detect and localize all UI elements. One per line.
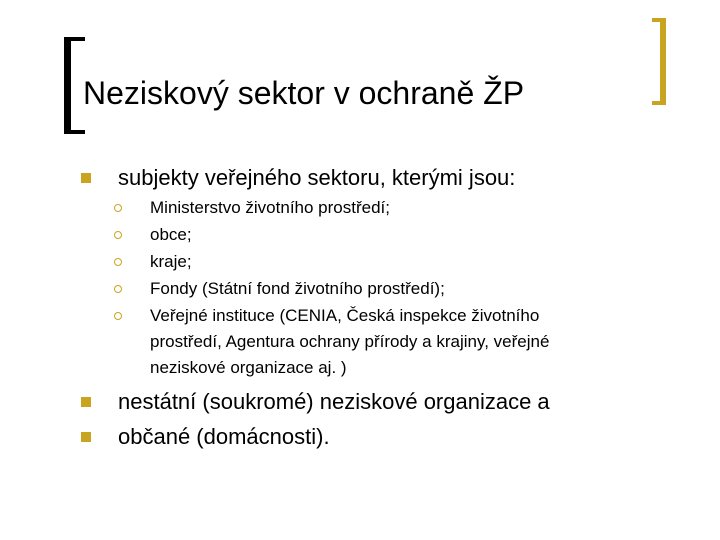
subitem-text: kraje; [150, 252, 192, 271]
circle-bullet-icon [114, 258, 122, 266]
square-bullet-icon [81, 432, 91, 442]
subitem-text: Veřejné instituce (CENIA, Česká inspekce životního [150, 306, 540, 325]
square-bullet-icon [81, 397, 91, 407]
bracket-right-vertical [660, 18, 666, 105]
bracket-left-bottom [64, 130, 85, 134]
circle-bullet-icon [114, 231, 122, 239]
bullet-text: občané (domácnosti). [118, 424, 330, 449]
bracket-left-vertical [64, 37, 71, 134]
square-bullet-icon [81, 173, 91, 183]
slide-title: Neziskový sektor v ochraně ŽP [83, 75, 525, 111]
subitem-text: obce; [150, 225, 192, 244]
subitem-text-continuation: neziskové organizace aj. ) [150, 358, 347, 377]
circle-bullet-icon [114, 312, 122, 320]
bullet-text: nestátní (soukromé) neziskové organizace a [118, 389, 550, 414]
subitem-text: Fondy (Státní fond životního prostředí); [150, 279, 445, 298]
circle-bullet-icon [114, 204, 122, 212]
bracket-left-top [64, 37, 85, 41]
bracket-right-bottom [652, 101, 666, 105]
subitem-text-continuation: prostředí, Agentura ochrany přírody a krajiny, veřejné [150, 332, 550, 351]
circle-bullet-icon [114, 285, 122, 293]
bracket-right-top [652, 18, 666, 22]
subitem-text: Ministerstvo životního prostředí; [150, 198, 390, 217]
bullet-text: subjekty veřejného sektoru, kterými jsou: [118, 165, 516, 190]
